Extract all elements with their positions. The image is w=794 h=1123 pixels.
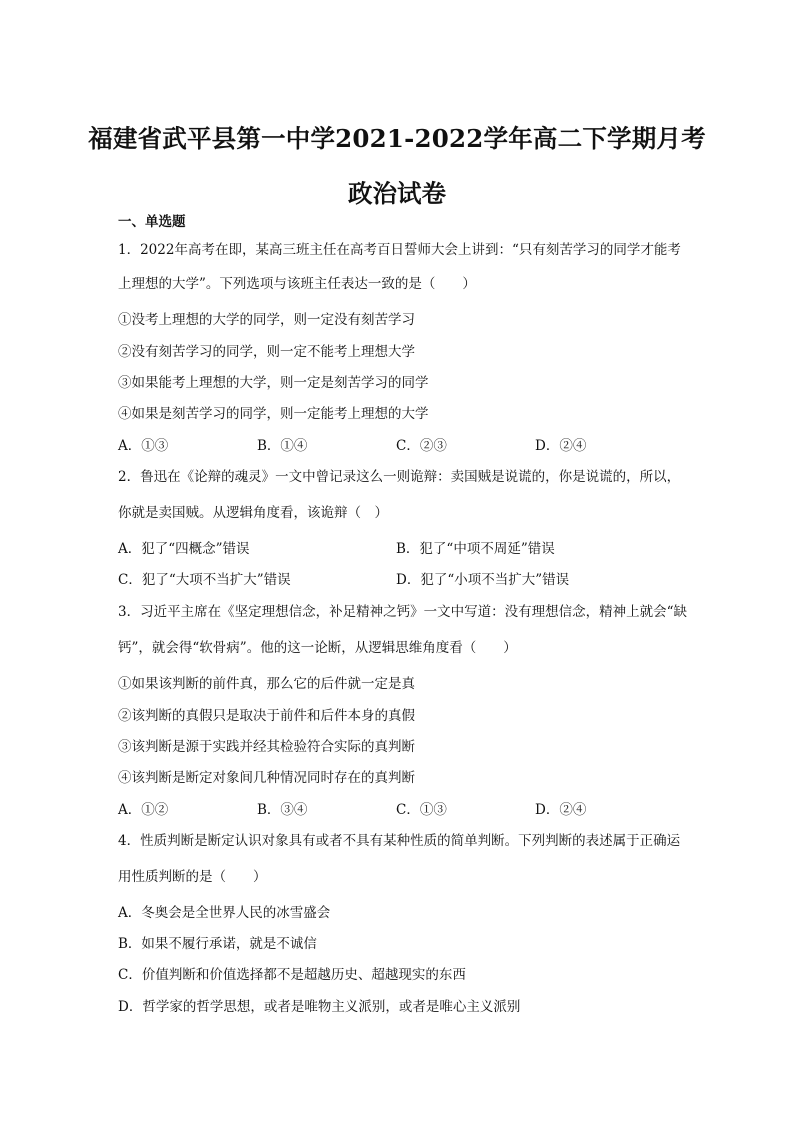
- q1-choice-b: B．①④: [257, 438, 308, 454]
- q1-item-4: ④如果是刻苦学习的同学，则一定能考上理想的大学: [118, 406, 429, 422]
- q3-item-2: ②该判断的真假只是取决于前件和后件本身的真假: [118, 708, 415, 724]
- q3-choice-d: D．②④: [535, 802, 587, 818]
- section-heading: 一、单选题: [118, 214, 186, 230]
- exam-title: 福建省武平县第一中学2021-2022学年高二下学期月考: [88, 124, 706, 153]
- q2-choice-a: A．犯了“四概念”错误: [118, 541, 250, 557]
- q3-stem-line1: 3．习近平主席在《坚定理想信念，补足精神之钙》一文中写道：没有理想信念，精神上就会“缺: [118, 604, 687, 620]
- q1-item-2: ②没有刻苦学习的同学，则一定不能考上理想大学: [118, 344, 415, 360]
- q4-choice-d: D．哲学家的哲学思想，或者是唯物主义派别，或者是唯心主义派别: [118, 999, 521, 1015]
- q2-stem-line1: 2．鲁迅在《论辩的魂灵》一文中曾记录这么一则诡辩：卖国贼是说谎的，你是说谎的，所以，: [118, 469, 681, 485]
- q1-choice-a: A．①③: [118, 438, 169, 454]
- q1-item-1: ①没考上理想的大学的同学，则一定没有刻苦学习: [118, 312, 415, 328]
- q1-stem-line1: 1．2022年高考在即，某高三班主任在高考百日誓师大会上讲到：“只有刻苦学习的同学才能考: [118, 242, 681, 258]
- q2-choice-b: B．犯了“中项不周延”错误: [396, 541, 555, 557]
- q2-choice-c: C．犯了“大项不当扩大”错误: [118, 572, 291, 588]
- exam-subject-title: 政治试卷: [348, 179, 446, 208]
- q1-item-3: ③如果能考上理想的大学，则一定是刻苦学习的同学: [118, 375, 429, 391]
- q1-choice-c: C．②③: [396, 438, 447, 454]
- q2-stem-line2: 你就是卖国贼。从逻辑角度看，该诡辩（ ）: [118, 505, 388, 521]
- q3-choice-c: C．①③: [396, 802, 447, 818]
- q3-stem-line2: 钙”，就会得“软骨病”。他的这一论断，从逻辑思维角度看（ ）: [118, 640, 517, 656]
- q2-choice-d: D．犯了“小项不当扩大”错误: [396, 572, 570, 588]
- q1-choice-d: D．②④: [535, 438, 587, 454]
- q1-stem-line2: 上理想的大学”。下列选项与该班主任表达一致的是（ ）: [118, 276, 476, 292]
- q3-choice-b: B．③④: [257, 802, 308, 818]
- q4-choice-a: A．冬奥会是全世界人民的冰雪盛会: [118, 905, 331, 921]
- q4-stem-line1: 4．性质判断是断定认识对象具有或者不具有某种性质的简单判断。下列判断的表述属于正确运: [118, 833, 681, 849]
- q3-item-1: ①如果该判断的前件真，那么它的后件就一定是真: [118, 676, 415, 692]
- q4-choice-c: C．价值判断和价值选择都不是超越历史、超越现实的东西: [118, 967, 466, 983]
- q3-item-3: ③该判断是源于实践并经其检验符合实际的真判断: [118, 739, 415, 755]
- q4-stem-line2: 用性质判断的是（ ）: [118, 869, 267, 885]
- q3-choice-a: A．①②: [118, 802, 169, 818]
- q3-item-4: ④该判断是断定对象间几种情况同时存在的真判断: [118, 770, 415, 786]
- q4-choice-b: B．如果不履行承诺，就是不诚信: [118, 936, 317, 952]
